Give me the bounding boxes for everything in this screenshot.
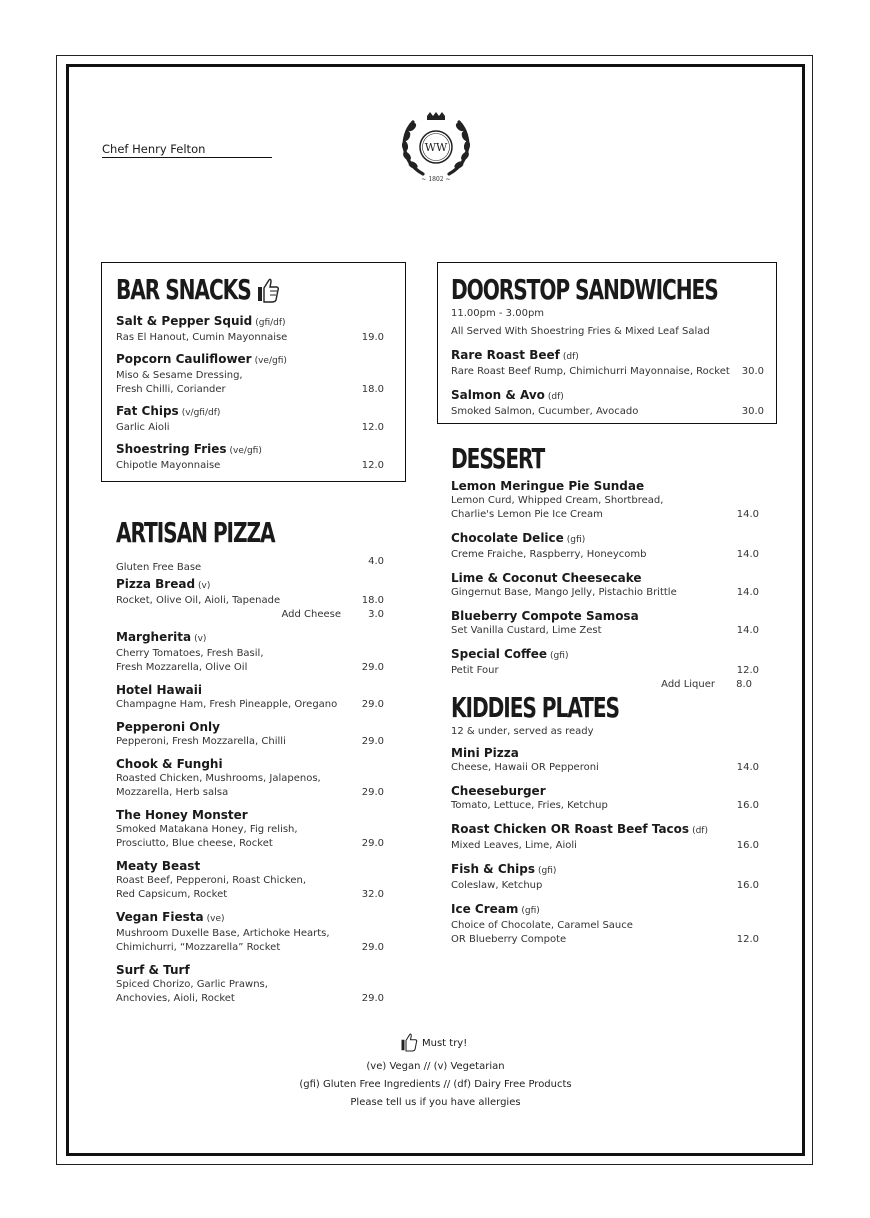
description-line: Spiced Chorizo, Garlic Prawns, (116, 979, 268, 990)
item-price: 12.0 (736, 665, 759, 676)
logo-year: ~ 1802 ~ (421, 176, 451, 183)
item-name-text: Pizza Bread (116, 577, 196, 591)
item-name-text: Chook & Funghi (116, 757, 223, 771)
item-name-text: Mini Pizza (451, 746, 519, 760)
item-name (116, 630, 384, 647)
item-name-text: Salmon & Avo (451, 388, 545, 402)
menu-item (116, 442, 384, 473)
item-description (451, 799, 759, 813)
item-name-text: Pepperoni Only (116, 720, 220, 734)
item-name-text: Chocolate Delice (451, 531, 564, 545)
dietary-tag: (v) (198, 581, 211, 591)
item-name (451, 822, 759, 839)
item-name (451, 479, 759, 494)
pizza-title: ARTISAN PIZZA (116, 516, 275, 549)
menu-item (451, 388, 764, 419)
thumbs-up-icon (256, 277, 280, 303)
item-name (116, 314, 384, 331)
item-description (451, 664, 759, 678)
item-name (116, 577, 384, 594)
item-name-text: Lemon Meringue Pie Sundae (451, 479, 645, 493)
item-name (116, 442, 384, 459)
item-name-text: Lime & Coconut Cheesecake (451, 571, 642, 585)
dessert-title: DESSERT (451, 442, 545, 475)
item-description (451, 624, 759, 638)
item-name-text: Hotel Hawaii (116, 683, 203, 697)
menu-item (116, 577, 384, 622)
item-price: 12.0 (736, 934, 759, 945)
dietary-tag: (gfi) (538, 866, 557, 876)
item-price: 18.0 (361, 384, 384, 395)
item-price: 32.0 (361, 889, 384, 900)
item-price: 29.0 (361, 699, 384, 710)
item-name-text: Special Coffee (451, 647, 548, 661)
item-description (451, 839, 759, 853)
item-price: 29.0 (361, 662, 384, 673)
item-description (116, 647, 384, 675)
menu-item (451, 348, 764, 379)
item-description (451, 761, 759, 775)
item-price: 14.0 (736, 625, 759, 636)
menu-item (116, 808, 384, 851)
sandwiches-title: DOORSTOP SANDWICHES (451, 273, 718, 306)
item-price: 19.0 (361, 332, 384, 343)
gluten-free-base-label: Gluten Free Base (116, 562, 202, 573)
item-name (451, 862, 759, 879)
item-name (451, 784, 759, 799)
description-line: Chimichurri, “Mozzarella” Rocket (116, 942, 281, 953)
dietary-tag: (df) (692, 826, 708, 836)
description-line: Fresh Chilli, Coriander (116, 384, 226, 395)
item-description (116, 823, 384, 851)
item-name-text: Blueberry Compote Samosa (451, 609, 639, 623)
item-description (116, 772, 384, 800)
description-line: Smoked Salmon, Cucumber, Avocado (451, 406, 639, 417)
menu-item (451, 479, 759, 522)
addon-label: Add Liquer (661, 679, 715, 690)
item-name (116, 859, 384, 874)
item-price: 29.0 (361, 736, 384, 747)
item-name (116, 808, 384, 823)
description-line: Mozzarella, Herb salsa (116, 787, 229, 798)
item-price: 12.0 (361, 460, 384, 471)
item-name (116, 683, 384, 698)
item-name (451, 388, 764, 405)
menu-item (116, 720, 384, 749)
addon-row (116, 608, 384, 622)
item-price: 14.0 (736, 587, 759, 598)
item-price: 14.0 (736, 509, 759, 520)
item-name (116, 963, 384, 978)
description-line: Coleslaw, Ketchup (451, 880, 543, 891)
description-line: Rare Roast Beef Rump, Chimichurri Mayonnaise, Rocket (451, 366, 730, 377)
description-line: Chipotle Mayonnaise (116, 460, 221, 471)
item-name-text: Vegan Fiesta (116, 910, 204, 924)
item-name (116, 720, 384, 735)
item-description (116, 459, 384, 473)
description-line: OR Blueberry Compote (451, 934, 567, 945)
bar-snacks-title: BAR SNACKS (116, 273, 251, 306)
sandwiches-hours: 11.00pm - 3.00pm (451, 308, 545, 319)
item-name-text: Fish & Chips (451, 862, 536, 876)
item-name-text: Surf & Turf (116, 963, 190, 977)
allergy-note: Please tell us if you have allergies (350, 1097, 521, 1108)
item-name (116, 910, 384, 927)
item-description (451, 405, 764, 419)
menu-item (451, 609, 759, 638)
description-line: Roast Beef, Pepperoni, Roast Chicken, (116, 875, 307, 886)
item-name-text: Ice Cream (451, 902, 519, 916)
dietary-tag: (ve/gfi) (254, 356, 287, 366)
menu-item (451, 784, 759, 813)
item-name (451, 571, 759, 586)
item-name (451, 647, 759, 664)
logo-monogram: WW (424, 141, 448, 154)
item-description (451, 494, 759, 522)
description-line: Mushroom Duxelle Base, Artichoke Hearts, (116, 928, 330, 939)
dietary-legend-2: (gfi) Gluten Free Ingredients // (df) Dairy Free Products (299, 1079, 572, 1090)
description-line: Fresh Mozzarella, Olive Oil (116, 662, 248, 673)
item-description (451, 365, 764, 379)
dietary-tag: (df) (547, 392, 564, 402)
menu-item (451, 822, 759, 853)
item-name (451, 348, 764, 365)
addon-price: 8.0 (736, 679, 752, 690)
restaurant-crest-logo (401, 112, 471, 184)
description-line: Miso & Sesame Dressing, (116, 370, 243, 381)
dietary-tag: (gfi/df) (255, 318, 286, 328)
sandwiches-served-with: All Served With Shoestring Fries & Mixed Leaf Salad (451, 326, 710, 337)
dietary-legend-1: (ve) Vegan // (v) Vegetarian (366, 1061, 505, 1072)
item-price: 30.0 (741, 366, 764, 377)
dietary-tag: (ve/gfi) (229, 446, 262, 456)
item-name-text: Salt & Pepper Squid (116, 314, 253, 328)
item-description (116, 978, 384, 1006)
description-line: Gingernut Base, Mango Jelly, Pistachio Brittle (451, 587, 677, 598)
description-line: Garlic Aioli (116, 422, 170, 433)
item-price: 16.0 (736, 800, 759, 811)
description-line: Choice of Chocolate, Caramel Sauce (451, 920, 633, 931)
item-price: 12.0 (361, 422, 384, 433)
item-price: 16.0 (736, 840, 759, 851)
dietary-tag: (v/gfi/df) (181, 408, 221, 418)
item-name-text: Meaty Beast (116, 859, 201, 873)
item-name (116, 352, 384, 369)
description-line: Lemon Curd, Whipped Cream, Shortbread, (451, 495, 664, 506)
dietary-tag: (gfi) (521, 906, 540, 916)
dietary-tag: (gfi) (550, 651, 569, 661)
item-price: 29.0 (361, 942, 384, 953)
item-description (451, 586, 759, 600)
menu-item (116, 757, 384, 800)
dietary-tag: (df) (562, 352, 579, 362)
item-description (116, 331, 384, 345)
description-line: Champagne Ham, Fresh Pineapple, Oregano (116, 699, 338, 710)
item-description (116, 874, 384, 902)
description-line: Mixed Leaves, Lime, Aioli (451, 840, 577, 851)
menu-item (116, 352, 384, 397)
dietary-tag: (gfi) (566, 535, 586, 545)
item-description (451, 919, 759, 947)
item-name-text: Roast Chicken OR Roast Beef Tacos (451, 822, 690, 836)
item-name-text: Popcorn Cauliflower (116, 352, 252, 366)
item-price: 18.0 (361, 595, 384, 606)
menu-item (451, 902, 759, 947)
description-line: Tomato, Lettuce, Fries, Ketchup (451, 800, 608, 811)
description-line: Smoked Matakana Honey, Fig relish, (116, 824, 298, 835)
menu-item (116, 404, 384, 435)
thumbs-up-icon (400, 1032, 418, 1052)
item-name-text: Shoestring Fries (116, 442, 227, 456)
item-name-text: Fat Chips (116, 404, 179, 418)
menu-item (451, 862, 759, 893)
description-line: Cheese, Hawaii OR Pepperoni (451, 762, 599, 773)
description-line: Prosciutto, Blue cheese, Rocket (116, 838, 273, 849)
dessert-section (451, 444, 759, 692)
menu-item (451, 571, 759, 600)
item-description (116, 927, 384, 955)
item-price: 14.0 (736, 549, 759, 560)
menu-item (116, 630, 384, 675)
item-description (116, 594, 384, 608)
pizza-section (116, 518, 384, 1006)
chef-name: Chef Henry Felton (102, 142, 272, 158)
item-description (451, 548, 759, 562)
description-line: Cherry Tomatoes, Fresh Basil, (116, 648, 264, 659)
kiddies-section (451, 693, 759, 947)
description-line: Rocket, Olive Oil, Aioli, Tapenade (116, 595, 281, 606)
item-description (116, 698, 384, 712)
menu-item (116, 910, 384, 955)
item-name-text: Margherita (116, 630, 192, 644)
item-name-text: Rare Roast Beef (451, 348, 560, 362)
description-line: Anchovies, Aioli, Rocket (116, 993, 235, 1004)
description-line: Ras El Hanout, Cumin Mayonnaise (116, 332, 288, 343)
item-name (451, 902, 759, 919)
description-line: Red Capsicum, Rocket (116, 889, 228, 900)
item-description (116, 421, 384, 435)
description-line: Pepperoni, Fresh Mozzarella, Chilli (116, 736, 286, 747)
item-price: 29.0 (361, 993, 384, 1004)
kiddies-title: KIDDIES PLATES (451, 691, 619, 724)
must-try-text: Must try! (422, 1038, 468, 1049)
item-description (116, 369, 384, 397)
gluten-free-base-row (116, 555, 384, 573)
menu-item (451, 531, 759, 562)
bar-snacks-section (116, 275, 384, 473)
menu-item (451, 746, 759, 775)
description-line: Creme Fraiche, Raspberry, Honeycomb (451, 549, 647, 560)
addon-row (451, 678, 759, 692)
menu-item (116, 314, 384, 345)
item-name-text: The Honey Monster (116, 808, 248, 822)
item-price: 30.0 (741, 406, 764, 417)
item-description (451, 879, 759, 893)
kiddies-note: 12 & under, served as ready (451, 726, 594, 737)
menu-item (116, 683, 384, 712)
item-name (451, 746, 759, 761)
description-line: Charlie's Lemon Pie Ice Cream (451, 509, 603, 520)
item-description (116, 735, 384, 749)
addon-label: Add Cheese (281, 609, 341, 620)
item-price: 29.0 (361, 838, 384, 849)
description-line: Roasted Chicken, Mushrooms, Jalapenos, (116, 773, 321, 784)
description-line: Petit Four (451, 665, 499, 676)
menu-item (451, 647, 759, 692)
item-name (451, 609, 759, 624)
addon-price: 3.0 (368, 609, 384, 620)
item-name (451, 531, 759, 548)
item-name-text: Cheeseburger (451, 784, 546, 798)
item-name (116, 757, 384, 772)
menu-item (116, 859, 384, 902)
item-price: 14.0 (736, 762, 759, 773)
item-price: 29.0 (361, 787, 384, 798)
crown-icon (427, 112, 445, 120)
item-name (116, 404, 384, 421)
item-price: 16.0 (736, 880, 759, 891)
dietary-tag: (ve) (206, 914, 225, 924)
gluten-free-base-price: 4.0 (368, 556, 384, 567)
description-line: Set Vanilla Custard, Lime Zest (451, 625, 602, 636)
sandwiches-section (451, 275, 764, 419)
dietary-tag: (v) (194, 634, 207, 644)
menu-item (116, 963, 384, 1006)
